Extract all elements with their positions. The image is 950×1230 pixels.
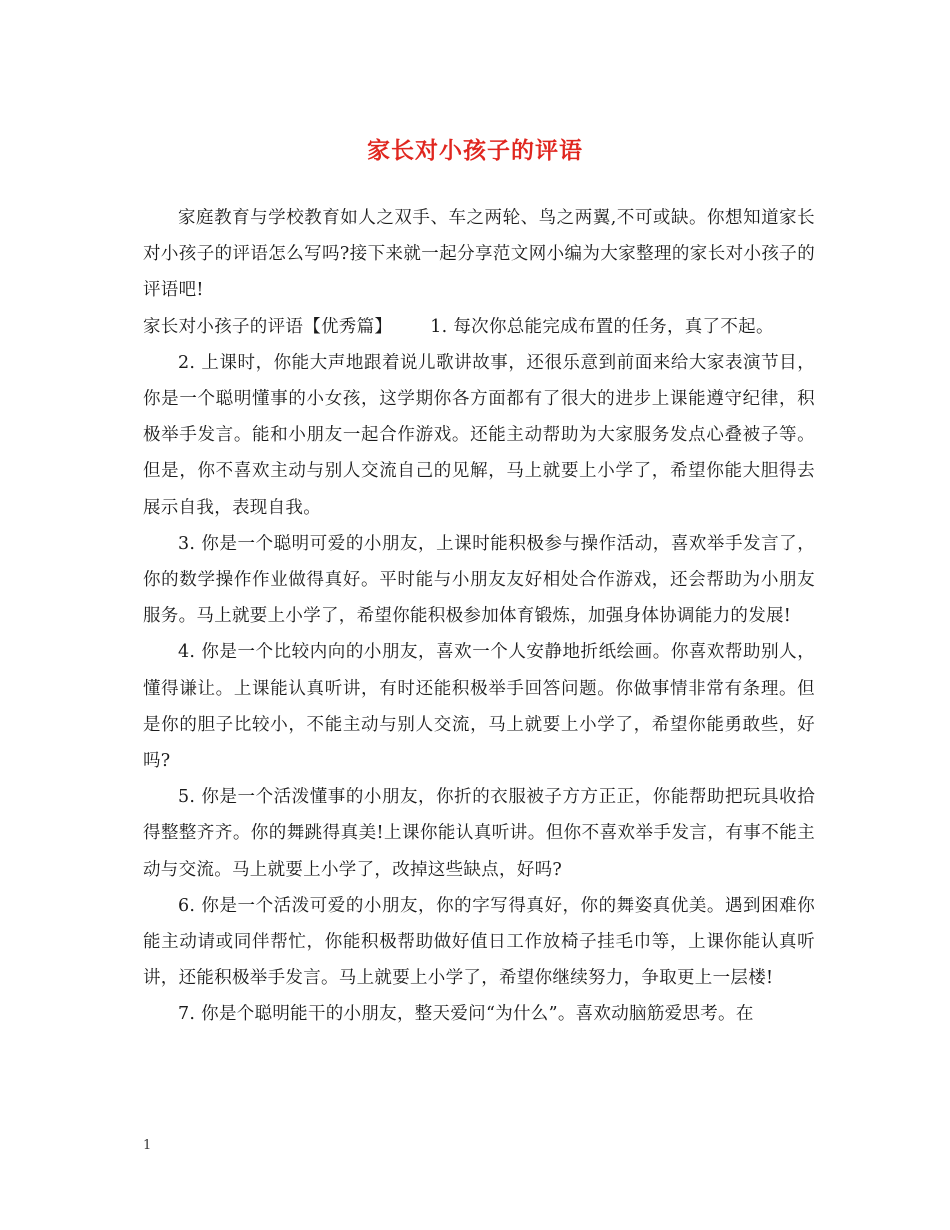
comment-item-7: 7. 你是个聪明能干的小朋友，整天爱问“为什么”。喜欢动脑筋爱思考。在 <box>178 1004 754 1025</box>
section-heading: 家长对小孩子的评语【优秀篇】 <box>143 316 393 337</box>
document-body <box>143 200 815 1033</box>
intro-paragraph: 家庭教育与学校教育如人之双手、车之两轮、鸟之两翼,不可或缺。你想知道家长对小孩子的评语怎么写吗?接下来就一起分享范文网小编为大家整理的家长对小孩子的评语吧! <box>143 208 815 301</box>
page-number: 1 <box>143 1138 152 1153</box>
comment-item-3: 3. 你是一个聪明可爱的小朋友，上课时能积极参与操作活动，喜欢举手发言了，你的数学操作作业做得真好。平时能与小朋友友好相处合作游戏，还会帮助为小朋友服务。马上就要上小学了，希望你能积极参加体育锻炼，加强身体协调能力的发展! <box>143 533 815 627</box>
page-title: 家长对小孩子的评语 <box>367 137 583 164</box>
comment-item-5: 5. 你是一个活泼懂事的小朋友，你折的衣服被子方方正正，你能帮助把玩具收拾得整整齐齐。你的舞跳得真美!上课你能认真听讲。但你不喜欢举手发言，有事不能主动与交流。马上就要上小学了，改掉这些缺点，好吗? <box>143 787 815 880</box>
comment-item-4: 4. 你是一个比较内向的小朋友，喜欢一个人安静地折纸绘画。你喜欢帮助别人，懂得谦让。上课能认真听讲，有时还能积极举手回答问题。你做事情非常有条理。但是你的胆子比较小，不能主动与别人交流，马上就要上小学了，希望你能勇敢些，好吗? <box>143 642 815 772</box>
section-heading-line <box>143 309 815 345</box>
comment-item-2: 2. 上课时，你能大声地跟着说儿歌讲故事，还很乐意到前面来给大家表演节目，你是一个聪明懂事的小女孩，这学期你各方面都有了很大的进步上课能遵守纪律，积极举手发言。能和小朋友一起合作游戏。还能主动帮助为大家服务发点心叠被子等。但是，你不喜欢主动与别人交流自己的见解，马上就要上小学了，希望你能大胆得去展示自我，表现自我。 <box>143 352 815 518</box>
comment-item-1: 1. 每次你总能完成布置的任务，真了不起。 <box>430 316 774 337</box>
comment-item-6: 6. 你是一个活泼可爱的小朋友，你的字写得真好，你的舞姿真优美。遇到困难你能主动请或同伴帮忙，你能积极帮助做好值日工作放椅子挂毛巾等，上课你能认真听讲，还能积极举手发言。马上就要上小学了，希望你继续努力，争取更上一层楼! <box>143 895 815 989</box>
